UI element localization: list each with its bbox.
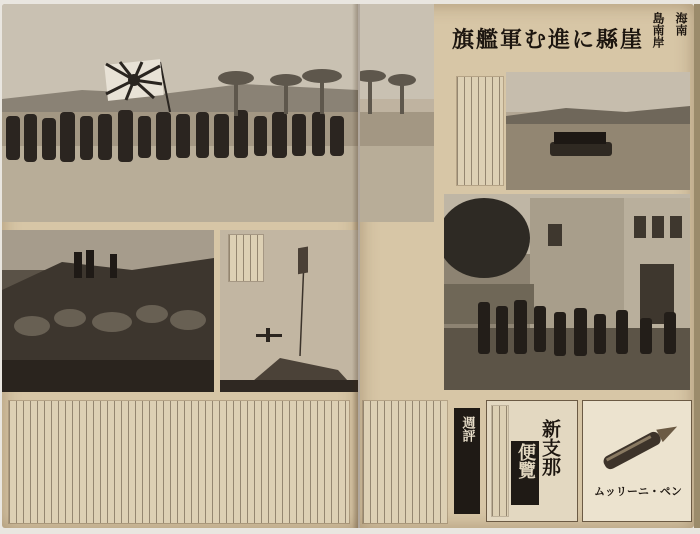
marching-troops-photo	[2, 4, 358, 222]
magazine-edge	[694, 4, 700, 528]
photo-caption-block	[228, 234, 264, 282]
headline-block	[434, 8, 694, 68]
headline-sub-col2: 島南岸	[651, 12, 665, 48]
headline-sub-col1: 海南	[674, 12, 688, 36]
pen-ad-brand: ムッリーニ・ペン	[594, 485, 682, 498]
weekly-review-title: 週評	[459, 416, 475, 442]
left-page	[2, 4, 358, 528]
article-text-columns	[8, 400, 350, 524]
travel-guide-title-line2: 便覽	[511, 441, 539, 505]
column-text-block	[362, 400, 448, 524]
marching-troops-photo-continued	[360, 4, 434, 222]
headline-main: 崖縣に進む軍艦旗	[451, 26, 644, 53]
pen-ad	[582, 400, 692, 522]
rising-sun-flag-icon	[104, 59, 163, 101]
weekly-review-label	[454, 408, 480, 514]
landing-boat-photo	[506, 72, 690, 190]
caption-column	[456, 76, 504, 186]
fountain-pen-icon	[583, 409, 691, 489]
travel-guide-title-line1: 新支那	[539, 419, 561, 476]
flag-and-aircraft-photo	[220, 230, 358, 392]
boat-icon	[550, 132, 612, 156]
town-street-photo	[444, 194, 690, 390]
right-page	[360, 4, 694, 528]
travel-guide-ad	[486, 400, 578, 522]
hillside-troops-photo	[2, 230, 214, 392]
travel-guide-ad-text	[491, 405, 509, 517]
